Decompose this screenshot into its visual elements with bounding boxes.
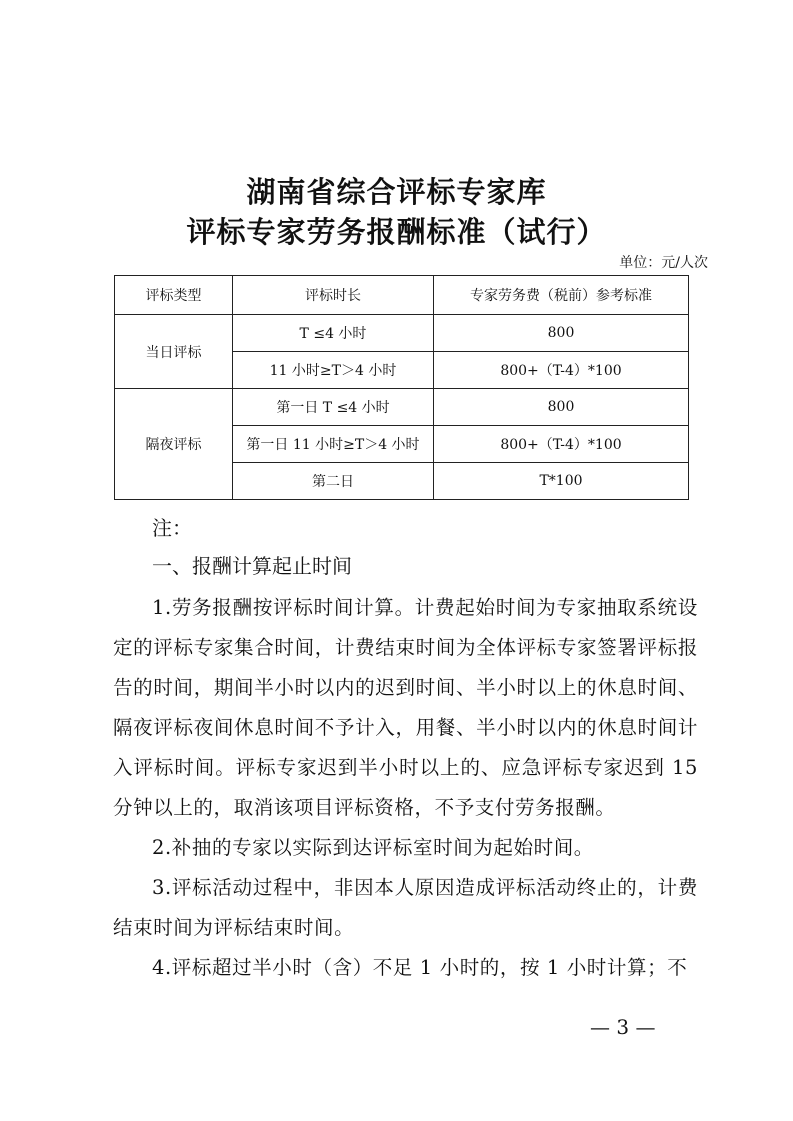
document-title-line2: 评标专家劳务报酬标准（试行） (186, 215, 607, 249)
paragraph-2: 2.补抽的专家以实际到达评标室时间为起始时间。 (152, 836, 594, 859)
category-same-day: 当日评标 (115, 315, 233, 389)
paragraph-1: 1.劳务报酬按评标时间计算。计费起始时间为专家抽取系统设定的评标专家集合时间，计费结束时间为全体评标专家签署评标报告的时间，期间半小时以内的迟到时间、半小时以上的休息时间、隔夜评标夜间休息时间不予计入，用餐、半小时以内的休息时间计入评标时间。评标专家迟到半小时以上的、应急评标专家迟到 15 分钟以上的，取消该项目评标资格，不予支付劳务报酬。 (113, 596, 698, 819)
duration-cell: 第二日 (233, 463, 434, 500)
category-overnight: 隔夜评标 (115, 389, 233, 500)
duration-cell: 第一日 T ≤4 小时 (233, 389, 434, 426)
fee-cell: 800 (434, 315, 689, 352)
fee-standard-table (114, 275, 689, 500)
paragraph-3: 3.评标活动过程中，非因本人原因造成评标活动终止的，计费结束时间为评标结束时间。 (113, 876, 698, 939)
fee-cell: T*100 (434, 463, 689, 500)
body-text (113, 588, 698, 988)
paragraph-4: 4.评标超过半小时（含）不足 1 小时的，按 1 小时计算；不 (152, 956, 688, 979)
duration-cell: 第一日 11 小时≥T＞4 小时 (233, 426, 434, 463)
fee-cell: 800+（T-4）*100 (434, 426, 689, 463)
note-label: 注： (152, 516, 192, 540)
table-row (115, 389, 689, 426)
table-header-row (115, 276, 689, 315)
header-type: 评标类型 (115, 276, 233, 315)
duration-cell: 11 小时≥T＞4 小时 (233, 352, 434, 389)
fee-cell: 800 (434, 389, 689, 426)
fee-cell: 800+（T-4）*100 (434, 352, 689, 389)
header-duration: 评标时长 (233, 276, 434, 315)
document-title-line1: 湖南省综合评标专家库 (246, 175, 547, 209)
section-heading: 一、报酬计算起止时间 (152, 554, 352, 578)
table-row (115, 315, 689, 352)
unit-label: 单位：元/人次 (619, 255, 708, 271)
duration-cell: T ≤4 小时 (233, 315, 434, 352)
header-fee: 专家劳务费（税前）参考标准 (434, 276, 689, 315)
page-number: — 3 — (590, 1015, 656, 1039)
